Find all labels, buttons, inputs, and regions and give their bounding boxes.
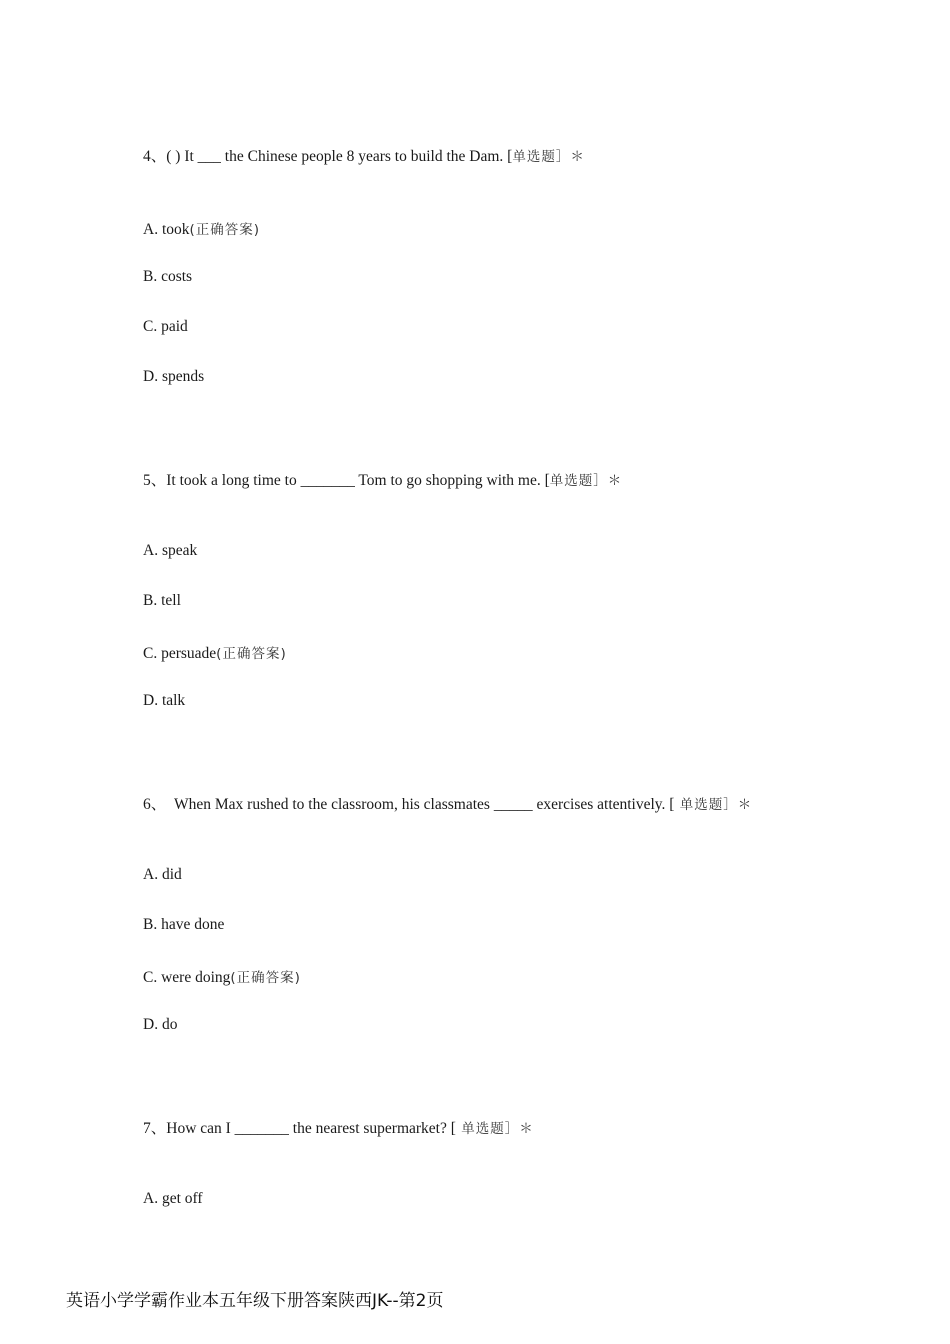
question-type-label: 单选题］＊	[674, 797, 753, 813]
option-text: A. get off	[143, 1190, 203, 1207]
option-4a[interactable]	[143, 218, 260, 239]
page-footer: 英语小学学霸作业本五年级下册答案陕西JK--第2页	[66, 1291, 444, 1311]
option-text: A. took	[143, 221, 190, 238]
option-5a[interactable]	[143, 542, 197, 560]
option-6b[interactable]	[143, 916, 224, 934]
option-text: A. did	[143, 866, 182, 883]
correct-answer-tag: (正确答案)	[230, 970, 301, 986]
option-6a[interactable]	[143, 866, 182, 884]
question-stem-text: 6、 When Max rushed to the classroom, his classmates _____ exercises attentively. [	[143, 796, 675, 813]
question-stem-text: 5、It took a long time to _______ Tom to go shopping with me. [	[143, 472, 550, 489]
option-text: D. talk	[143, 692, 186, 709]
option-5c[interactable]	[143, 642, 287, 663]
question-stem-text: 4、( ) It ___ the Chinese people 8 years to build the Dam. [	[143, 148, 513, 165]
option-5d[interactable]	[143, 692, 185, 710]
option-6d[interactable]	[143, 1016, 177, 1034]
correct-answer-tag: (正确答案)	[189, 222, 261, 238]
option-text: B. costs	[143, 268, 193, 285]
correct-answer-tag: (正确答案)	[216, 646, 287, 662]
option-text: D. spends	[143, 368, 205, 385]
question-5-stem	[143, 468, 622, 490]
option-4b[interactable]	[143, 268, 192, 286]
question-6-stem	[143, 792, 752, 814]
question-4-stem	[143, 144, 585, 166]
option-text: B. have done	[143, 916, 225, 933]
question-stem-text: 7、How can I _______ the nearest supermarket? [	[143, 1120, 456, 1137]
option-4c[interactable]	[143, 318, 188, 336]
option-5b[interactable]	[143, 592, 181, 610]
option-text: C. persuade	[143, 645, 217, 662]
option-6c[interactable]	[143, 966, 301, 987]
question-type-label: 单选题］＊	[549, 473, 623, 489]
question-7-stem	[143, 1116, 534, 1138]
question-type-label: 单选题］＊	[455, 1121, 534, 1137]
option-text: C. were doing	[143, 969, 231, 986]
option-text: D. do	[143, 1016, 178, 1033]
option-text: A. speak	[143, 542, 198, 559]
option-4d[interactable]	[143, 368, 204, 386]
option-text: B. tell	[143, 592, 181, 609]
option-text: C. paid	[143, 318, 188, 335]
question-type-label: 单选题］＊	[512, 149, 585, 165]
option-7a[interactable]	[143, 1190, 203, 1208]
